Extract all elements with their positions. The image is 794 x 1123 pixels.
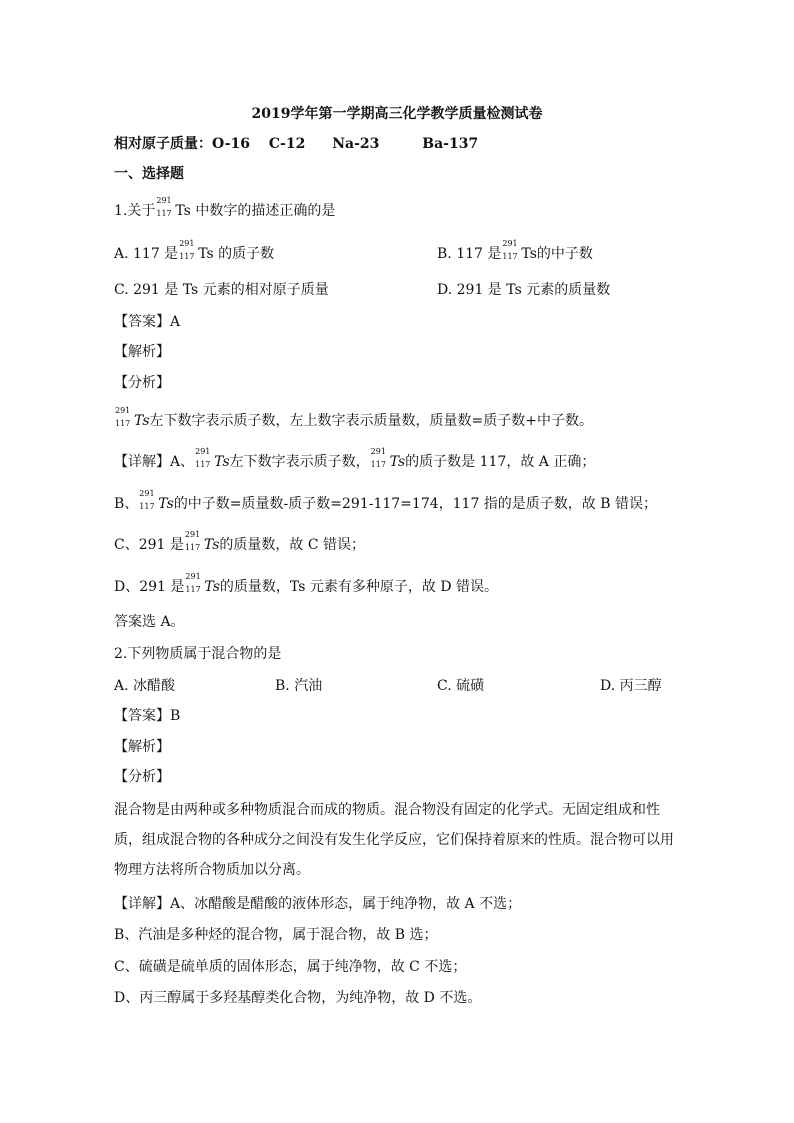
q1-answer: 【答案】A (114, 314, 181, 330)
q1-detail-c: C、291 是 291 117 Ts的质量数，故 C 错误； (114, 534, 365, 556)
atomic-mass-na: Na-23 (332, 136, 380, 152)
q1-jiexi: 【解析】 (114, 344, 170, 360)
q1-detail-b: B、 291 117 Ts的中子数=质量数-质子数=291-117=174，117 指的是质子数，故 B 错误； (114, 493, 657, 515)
q2-option-c: C. 硫磺 (437, 678, 485, 694)
nuclide-symbol: 291 117 (139, 489, 155, 511)
q2-answer: 【答案】B (114, 708, 181, 724)
nuclide-symbol: 291 117 (502, 239, 518, 261)
q2-stem: 2.下列物质属于混合物的是 (114, 646, 282, 662)
nuclide-symbol: 291 117 (115, 406, 131, 428)
nuclide-symbol: 291 117 (195, 447, 211, 469)
q2-analysis: 混合物是由两种或多种物质混合而成的物质。混合物没有固定的化学式。无固定组成和性质，组成混合物的各种成分之间没有发生化学反应，它们保持着原来的性质。混合物可以用物理方法将所合物质加以分离。 (114, 802, 674, 878)
q1-detail-a: 【详解】A、 291 117 Ts左下数字表示质子数， 291 117 Ts的质子数是 117，故 A 正确； (114, 451, 595, 473)
nuclide-symbol: 291 117 (156, 196, 172, 218)
atomic-mass-c: C-12 (268, 136, 306, 152)
q1-option-c: C. 291 是 Ts 元素的相对原子质量 (114, 282, 329, 298)
q2-fenxi: 【分析】 (114, 769, 170, 785)
q2-jiexi: 【解析】 (114, 739, 170, 755)
atomic-masses-line (114, 134, 478, 154)
nuclide-symbol: 291 117 (184, 530, 201, 552)
q1-fenxi: 【分析】 (114, 375, 170, 391)
q1-option-a: A. 117 是 291 117 Ts 的质子数 (114, 243, 274, 265)
q1-detail-d: D、291 是 291 117 Ts的质量数，Ts 元素有多种原子，故 D 错误。 (114, 576, 498, 598)
q2-detail-d: D、丙三醇属于多羟基醇类化合物，为纯净物，故 D 不选。 (114, 990, 482, 1006)
q2-detail-b: B、汽油是多种烃的混合物，属于混合物，故 B 选； (114, 927, 438, 943)
q2-option-b: B. 汽油 (275, 678, 323, 694)
q2-detail-c: C、硫磺是硫单质的固体形态，属于纯净物，故 C 不选； (114, 959, 467, 975)
q2-option-d: D. 丙三醇 (600, 678, 662, 694)
q1-analysis: 291 117 Ts左下数字表示质子数，左上数字表示质量数，质量数=质子数+中子数。 (114, 410, 593, 432)
q2-option-a: A. 冰醋酸 (114, 678, 176, 694)
q2-detail-a: 【详解】A、冰醋酸是醋酸的液体形态，属于纯净物，故 A 不选； (114, 896, 522, 912)
nuclide-symbol: 291 117 (370, 447, 386, 469)
atomic-masses-label: 相对原子质量： (114, 136, 212, 152)
atomic-mass-o: O-16 (212, 136, 251, 152)
nuclide-symbol: 291 117 (185, 572, 201, 594)
q1-final-answer: 答案选 A。 (114, 614, 185, 630)
nuclide-symbol: 291 117 (179, 239, 195, 261)
atomic-mass-ba: Ba-137 (422, 136, 479, 152)
q1-option-b: B. 117 是 291 117 Ts的中子数 (437, 243, 593, 265)
q1-stem: 1.关于 291 117 Ts 中数字的描述正确的是 (114, 200, 335, 222)
exam-title: 2019学年第一学期高三化学教学质量检测试卷 (251, 106, 543, 122)
section-heading: 一、选择题 (114, 166, 184, 182)
q1-option-d: D. 291 是 Ts 元素的质量数 (437, 282, 611, 298)
